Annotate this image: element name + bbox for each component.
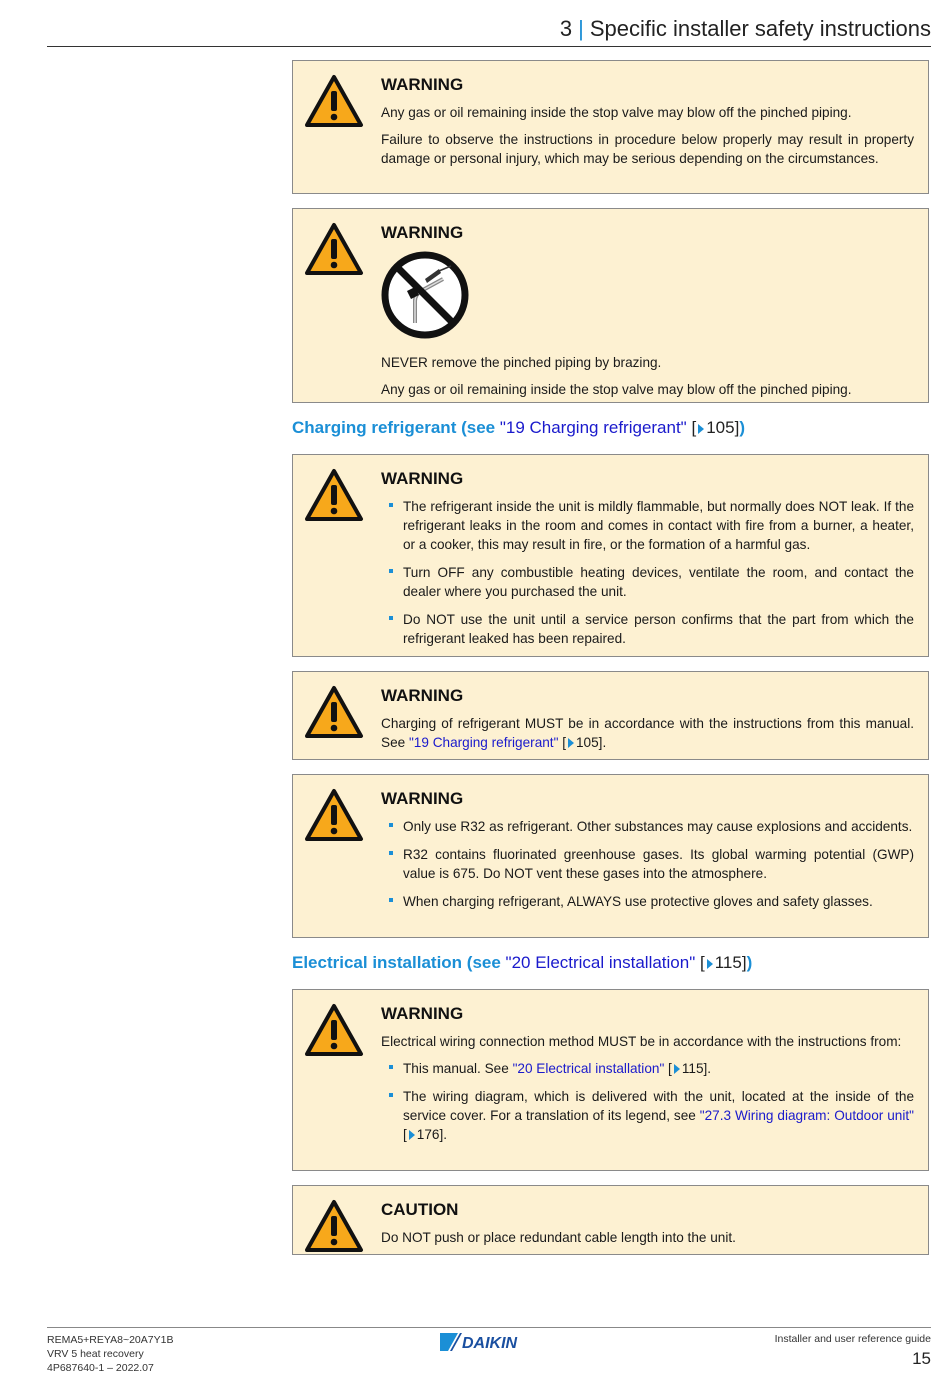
section-heading-electrical: Electrical installation (see "20 Electrical installation" [ 115]) [292, 953, 753, 972]
warning-list [381, 817, 914, 911]
page-arrow-icon [409, 1130, 415, 1140]
list-item: Do NOT use the unit until a service person confirms that the part from which the refrigerant leaked has been repaired. [381, 610, 914, 648]
page-header [47, 14, 931, 47]
section-ref-link[interactable]: "19 Charging refrigerant" [499, 418, 687, 437]
footer-divider [47, 1327, 931, 1328]
chapter-title: Specific installer safety instructions [589, 16, 931, 41]
list-item: R32 contains fluorinated greenhouse gases. Its global warming potential (GWP) value is 675. Do NOT vent these gases into the atmosphere. [381, 845, 914, 883]
warning-label: WARNING [381, 469, 464, 488]
warning-triangle-icon [304, 222, 364, 276]
warning-box [292, 989, 929, 1171]
cross-ref-link[interactable]: "27.3 Wiring diagram: Outdoor unit" [699, 1108, 914, 1123]
cross-ref-link[interactable]: "19 Charging refrigerant" [408, 735, 559, 750]
brand-text: DAIKIN [462, 1335, 518, 1352]
caution-text: Do NOT push or place redundant cable length into the unit. [381, 1230, 736, 1245]
warning-box [292, 208, 929, 403]
footer-info [47, 1333, 173, 1375]
warning-text: Failure to observe the instructions in procedure below properly may result in property damage or personal injury, which may be serious depending on the circumstances. [381, 132, 914, 166]
warning-box [292, 671, 929, 760]
warning-triangle-icon [304, 788, 364, 842]
daikin-logo-icon [440, 1331, 540, 1353]
warning-box [292, 60, 929, 194]
page-arrow-icon [674, 1064, 680, 1074]
warning-text: Charging of refrigerant MUST be in accordance with the instructions from this manual. See "19 Charging refrigerant" [ 105]. [381, 716, 914, 750]
warning-label: WARNING [381, 223, 464, 242]
warning-box [292, 774, 929, 938]
warning-text: NEVER remove the pinched piping by brazing. [381, 355, 662, 370]
cross-ref-link[interactable]: "20 Electrical installation" [512, 1061, 665, 1076]
warning-label: WARNING [381, 1004, 464, 1023]
warning-text: Any gas or oil remaining inside the stop valve may blow off the pinched piping. [381, 382, 852, 397]
warning-label: WARNING [381, 686, 464, 705]
footer-doc: 4P687640-1 – 2022.07 [47, 1362, 154, 1374]
list-item: When charging refrigerant, ALWAYS use protective gloves and safety glasses. [381, 892, 914, 911]
list-item: The refrigerant inside the unit is mildly flammable, but normally does NOT leak. If the refrigerant leaks in the room and comes in contact with fire from a burner, a heater, or a cooker, this may result in fire, or the formation of a harmful gas. [381, 497, 914, 554]
page-arrow-icon [568, 738, 574, 748]
warning-list [381, 497, 914, 648]
warning-triangle-icon [304, 685, 364, 739]
warning-text: Electrical wiring connection method MUST be in accordance with the instructions from: [381, 1034, 902, 1049]
section-heading-charging: Charging refrigerant (see "19 Charging refrigerant" [ 105]) [292, 418, 745, 437]
warning-triangle-icon [304, 1199, 364, 1253]
warning-label: WARNING [381, 75, 464, 94]
warning-box [292, 454, 929, 657]
header-title: 3 | Specific installer safety instructions [559, 16, 931, 41]
warning-list [381, 1059, 914, 1144]
chapter-number: 3 [559, 16, 573, 41]
warning-text: Any gas or oil remaining inside the stop valve may blow off the pinched piping. [381, 105, 852, 120]
footer-guide: Installer and user reference guide [774, 1333, 931, 1345]
list-item: Only use R32 as refrigerant. Other substances may cause explosions and accidents. [381, 817, 914, 836]
footer-product: VRV 5 heat recovery [47, 1348, 144, 1360]
warning-triangle-icon [304, 74, 364, 128]
warning-label: WARNING [381, 789, 464, 808]
no-brazing-icon [381, 251, 469, 339]
caution-label: CAUTION [381, 1200, 459, 1219]
list-item: The wiring diagram, which is delivered with the unit, located at the inside of the service cover. For a translation of its legend, see "27.3 Wiring diagram: Outdoor unit" [ 176]. [381, 1087, 914, 1144]
caution-box [292, 1185, 929, 1255]
page-arrow-icon [707, 959, 713, 969]
daikin-logo [440, 1331, 540, 1358]
warning-triangle-icon [304, 468, 364, 522]
list-item: This manual. See "20 Electrical installation" [ 115]. [381, 1059, 914, 1078]
page-arrow-icon [698, 424, 704, 434]
page-number: 15 [912, 1349, 931, 1368]
footer-model: REMA5+REYA8~20A7Y1B [47, 1334, 174, 1346]
list-item: Turn OFF any combustible heating devices, ventilate the room, and contact the dealer where you purchased the unit. [381, 563, 914, 601]
warning-triangle-icon [304, 1003, 364, 1057]
section-ref-link[interactable]: "20 Electrical installation" [505, 953, 696, 972]
